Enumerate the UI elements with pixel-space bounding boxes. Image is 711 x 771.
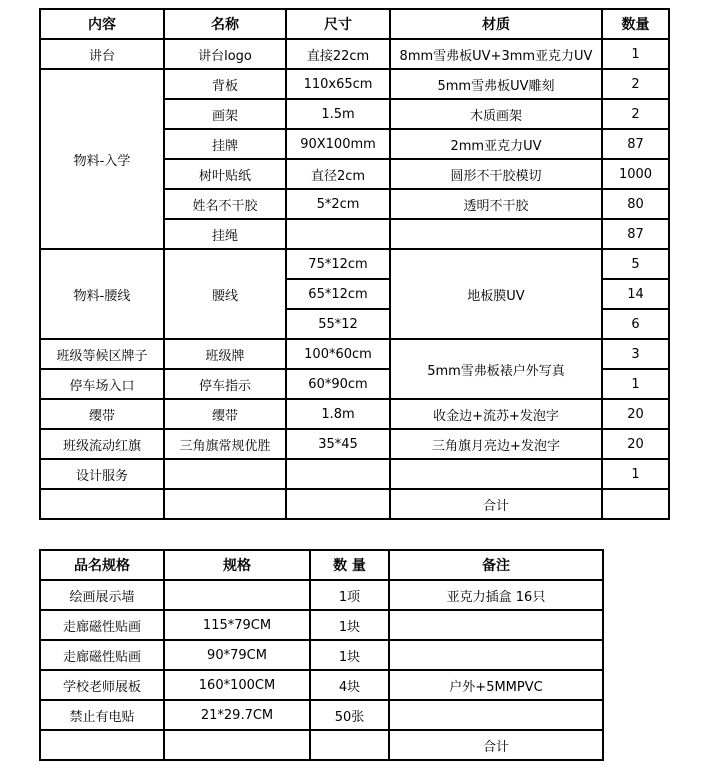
header-spec: 规格 [164,550,310,580]
cell-content: 班级等候区牌子 [40,339,164,369]
cell-size: 75*12cm [286,249,390,279]
table-row [40,610,603,640]
cell-qty: 2 [602,69,669,99]
cell-material: 圆形不干胶模切 [390,159,602,189]
header-name: 名称 [164,9,286,39]
cell-size: 直接22cm [286,39,390,69]
cell-qty: 14 [602,279,669,309]
cell-qty: 1块 [310,610,389,640]
cell-name: 三角旗常规优胜 [164,429,286,459]
total-row [40,489,669,519]
cell-material [390,459,602,489]
cell-note [389,640,603,670]
cell-name: 班级牌 [164,339,286,369]
cell-qty: 5 [602,249,669,279]
cell-spec [164,580,310,610]
cell-qty: 20 [602,399,669,429]
cell-name [164,459,286,489]
cell-note [389,610,603,640]
cell-name: 画架 [164,99,286,129]
cell-note [389,700,603,730]
cell-content: 物料-入学 [40,69,164,249]
cell-qty: 87 [602,129,669,159]
items-table [39,549,604,761]
cell-content: 停车场入口 [40,369,164,399]
table-header-row [40,9,669,39]
table-row [40,580,603,610]
table-row [40,700,603,730]
cell-content: 设计服务 [40,459,164,489]
cell-material: 三角旗月亮边+发泡字 [390,429,602,459]
cell-qty: 1 [602,39,669,69]
cell-material: 地板膜UV [390,249,602,339]
cell-qty: 20 [602,429,669,459]
cell-spec: 90*79CM [164,640,310,670]
cell-name: 挂牌 [164,129,286,159]
header-size: 尺寸 [286,9,390,39]
cell-qty: 87 [602,219,669,249]
cell-spec: 115*79CM [164,610,310,640]
cell-item-name: 走廊磁性贴画 [40,640,164,670]
cell-size: 55*12 [286,309,390,339]
cell-size: 5*2cm [286,189,390,219]
cell-size: 100*60cm [286,339,390,369]
cell-material: 5mm雪弗板UV雕刻 [390,69,602,99]
cell-note: 亚克力插盒 16只 [389,580,603,610]
table-row [40,640,603,670]
table-row [40,69,669,99]
cell-name: 姓名不干胶 [164,189,286,219]
total-row [40,730,603,760]
cell-material [390,219,602,249]
cell-qty: 6 [602,309,669,339]
cell-name: 挂绳 [164,219,286,249]
cell-item-name: 走廊磁性贴画 [40,610,164,640]
cell-size [286,489,390,519]
cell-item-name: 学校老师展板 [40,670,164,700]
cell-name: 腰线 [164,249,286,339]
cell-size: 110x65cm [286,69,390,99]
cell-size [286,459,390,489]
header-content: 内容 [40,9,164,39]
cell-size: 90X100mm [286,129,390,159]
total-value [602,489,669,519]
cell-qty: 80 [602,189,669,219]
cell-qty: 50张 [310,700,389,730]
cell-qty [310,730,389,760]
cell-material: 透明不干胶 [390,189,602,219]
cell-size: 1.8m [286,399,390,429]
cell-material: 收金边+流苏+发泡字 [390,399,602,429]
cell-size: 1.5m [286,99,390,129]
cell-material: 5mm雪弗板裱户外写真 [390,339,602,399]
cell-qty: 4块 [310,670,389,700]
cell-spec: 160*100CM [164,670,310,700]
header-qty: 数量 [602,9,669,39]
cell-item-name: 绘画展示墙 [40,580,164,610]
cell-name: 讲台logo [164,39,286,69]
cell-qty: 1 [602,459,669,489]
cell-size: 65*12cm [286,279,390,309]
table-header-row [40,550,603,580]
cell-qty: 1项 [310,580,389,610]
cell-qty: 2 [602,99,669,129]
header-qty: 数 量 [310,550,389,580]
quotation-table [39,8,670,520]
header-material: 材质 [390,9,602,39]
cell-qty: 1000 [602,159,669,189]
total-label: 合计 [389,730,603,760]
table-row [40,670,603,700]
cell-qty: 3 [602,339,669,369]
cell-item-name: 禁止有电贴 [40,700,164,730]
cell-qty: 1 [602,369,669,399]
cell-name: 树叶贴纸 [164,159,286,189]
table-row [40,429,669,459]
cell-content: 缨带 [40,399,164,429]
cell-name: 缨带 [164,399,286,429]
cell-name [164,489,286,519]
cell-spec [164,730,310,760]
header-note: 备注 [389,550,603,580]
total-label: 合计 [390,489,602,519]
cell-size: 60*90cm [286,369,390,399]
cell-material: 8mm雪弗板UV+3mm亚克力UV [390,39,602,69]
cell-size: 直径2cm [286,159,390,189]
cell-content: 物料-腰线 [40,249,164,339]
table-row [40,339,669,369]
cell-item-name [40,730,164,760]
cell-content: 讲台 [40,39,164,69]
table-row [40,249,669,279]
cell-content: 班级流动红旗 [40,429,164,459]
cell-material: 木质画架 [390,99,602,129]
table-row [40,39,669,69]
table-row [40,459,669,489]
table-row [40,399,669,429]
cell-size: 35*45 [286,429,390,459]
cell-qty: 1块 [310,640,389,670]
cell-content [40,489,164,519]
cell-note: 户外+5MMPVC [389,670,603,700]
cell-material: 2mm亚克力UV [390,129,602,159]
cell-name: 背板 [164,69,286,99]
cell-spec: 21*29.7CM [164,700,310,730]
header-item-name: 品名规格 [40,550,164,580]
cell-name: 停车指示 [164,369,286,399]
cell-size [286,219,390,249]
